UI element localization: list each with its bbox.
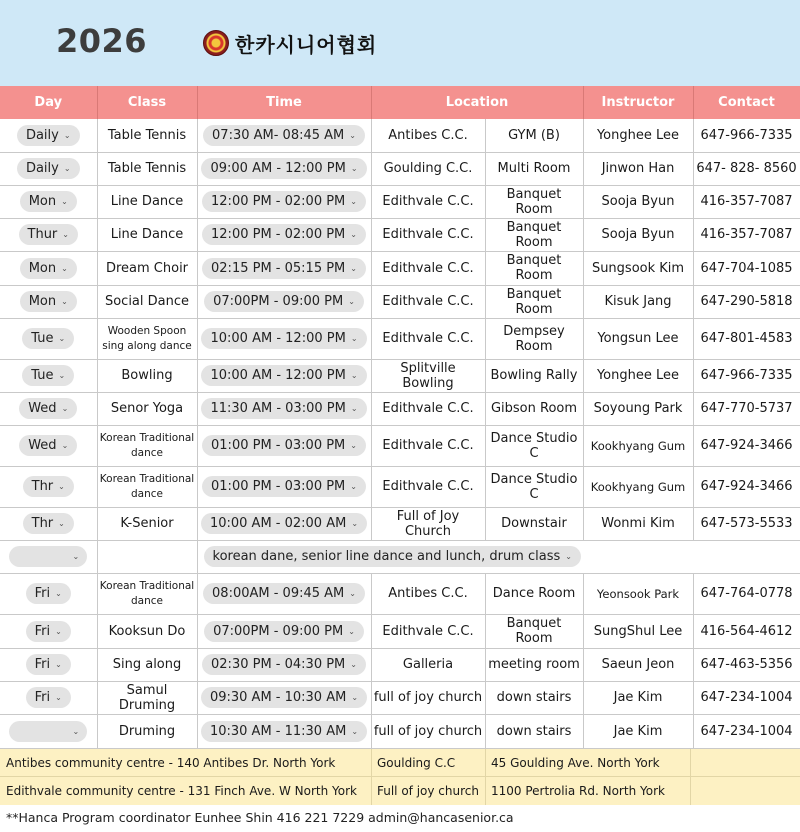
class-cell: Korean Traditional dance — [97, 573, 197, 614]
time-value: 02:15 PM - 05:15 PM — [211, 260, 346, 276]
contact-cell: 647-234-1004 — [693, 714, 800, 748]
instructor-cell: Soyoung Park — [583, 392, 693, 425]
table-row — [0, 318, 800, 359]
location-cell: Galleria — [371, 648, 485, 681]
instructor-cell: Saeun Jeon — [583, 648, 693, 681]
address-row — [0, 777, 800, 805]
time-select[interactable] — [201, 513, 367, 534]
room-cell: Multi Room — [485, 152, 583, 185]
day-select[interactable] — [26, 687, 71, 708]
time-select[interactable] — [203, 583, 365, 604]
time-cell — [197, 392, 371, 425]
class-cell: Line Dance — [97, 218, 197, 251]
page-header — [0, 0, 800, 86]
note-cell — [197, 540, 800, 573]
instructor-cell: Jinwon Han — [583, 152, 693, 185]
room-cell: GYM (B) — [485, 119, 583, 152]
location-cell: full of joy church — [371, 714, 485, 748]
day-value: Daily — [25, 161, 59, 176]
time-value: 10:00 AM - 12:00 PM — [210, 368, 346, 383]
day-value: Daily — [25, 127, 59, 143]
day-value: Thur — [27, 227, 58, 242]
time-select[interactable] — [201, 365, 366, 386]
org-name: 한카시니어협회 — [235, 32, 378, 57]
class-cell: K-Senior — [97, 507, 197, 540]
time-cell — [197, 119, 371, 152]
chevron-down-icon: ⌄ — [351, 726, 359, 736]
day-cell — [0, 507, 97, 540]
time-cell — [197, 285, 371, 318]
chevron-down-icon: ⌄ — [72, 552, 80, 562]
day-value: Mon — [28, 194, 57, 209]
room-cell: Dempsey Room — [485, 318, 583, 359]
instructor-cell: Sooja Byun — [583, 218, 693, 251]
day-select[interactable] — [9, 546, 87, 567]
contact-cell: 416-564-4612 — [693, 614, 800, 648]
time-cell — [197, 318, 371, 359]
table-row — [0, 152, 800, 185]
room-cell: Downstair — [485, 507, 583, 540]
day-value: Wed — [28, 401, 57, 416]
contact-cell: 647-573-5533 — [693, 507, 800, 540]
location-cell: Antibes C.C. — [371, 573, 485, 614]
col-header-day: Day — [0, 86, 97, 119]
day-cell — [0, 573, 97, 614]
contact-cell: 647-924-3466 — [693, 425, 800, 466]
day-select[interactable] — [9, 721, 87, 742]
instructor-cell: Kookhyang Gum — [583, 466, 693, 507]
contact-cell: 647-966-7335 — [693, 119, 800, 152]
day-select[interactable] — [26, 621, 71, 642]
time-cell — [197, 648, 371, 681]
table-row — [0, 392, 800, 425]
address-main: Edithvale community centre - 131 Finch Ave. W North York — [6, 784, 357, 798]
time-value: 10:00 AM - 02:00 AM — [209, 516, 347, 531]
day-cell — [0, 614, 97, 648]
class-cell: Druming — [97, 714, 197, 748]
instructor-cell: Sungsook Kim — [583, 251, 693, 285]
contact-cell: 647-966-7335 — [693, 359, 800, 392]
chevron-down-icon: ⌄ — [72, 726, 80, 736]
table-row — [0, 251, 800, 285]
time-value: 10:00 AM - 12:00 PM — [210, 331, 346, 346]
time-select[interactable] — [202, 476, 366, 497]
chevron-down-icon: ⌄ — [58, 482, 65, 491]
contact-cell: 647-801-4583 — [693, 318, 800, 359]
room-cell: Dance Studio C — [485, 466, 583, 507]
day-select[interactable] — [20, 258, 77, 279]
time-select[interactable] — [202, 435, 366, 456]
col-header-class: Class — [97, 86, 197, 119]
time-cell — [197, 507, 371, 540]
class-cell: Korean Traditional dance — [97, 466, 197, 507]
day-cell — [0, 285, 97, 318]
address-street: 45 Goulding Ave. North York — [491, 756, 660, 770]
location-cell: Antibes C.C. — [371, 119, 485, 152]
time-select[interactable] — [204, 291, 364, 312]
time-cell — [197, 152, 371, 185]
instructor-cell: Yonghee Lee — [583, 359, 693, 392]
col-header-location: Location — [371, 86, 583, 119]
class-cell: Dream Choir — [97, 251, 197, 285]
location-cell: Edithvale C.C. — [371, 285, 485, 318]
chevron-down-icon: ⌄ — [565, 552, 572, 561]
chevron-down-icon: ⌄ — [348, 626, 355, 636]
time-value: 12:00 PM - 02:00 PM — [211, 194, 346, 209]
note-row — [0, 540, 800, 573]
day-value: Wed — [28, 438, 57, 453]
time-value: 02:30 PM - 04:30 PM — [211, 657, 346, 672]
table-row — [0, 714, 800, 748]
day-select[interactable] — [23, 513, 74, 534]
time-select[interactable] — [202, 654, 366, 675]
chevron-down-icon: ⌄ — [62, 230, 69, 239]
day-cell — [0, 119, 97, 152]
chevron-down-icon: ⌄ — [61, 297, 68, 306]
chevron-down-icon: ⌄ — [350, 660, 357, 669]
chevron-down-icon: ⌄ — [55, 589, 62, 598]
day-select[interactable] — [19, 435, 77, 456]
day-cell — [0, 185, 97, 218]
chevron-down-icon: ⌄ — [61, 441, 69, 450]
chevron-down-icon: ⌄ — [351, 693, 359, 702]
chevron-down-icon: ⌄ — [350, 263, 357, 273]
time-cell — [197, 714, 371, 748]
chevron-down-icon: ⌄ — [63, 130, 71, 140]
time-value: 01:00 PM - 03:00 PM — [211, 438, 346, 453]
contact-cell: 647-764-0778 — [693, 573, 800, 614]
time-value: 09:30 AM - 10:30 AM — [209, 690, 347, 705]
contact-cell: 647-234-1004 — [693, 681, 800, 714]
time-select[interactable] — [201, 398, 366, 419]
chevron-down-icon: ⌄ — [58, 371, 66, 380]
day-cell — [0, 714, 97, 748]
time-cell — [197, 185, 371, 218]
col-header-instructor: Instructor — [583, 86, 693, 119]
contact-cell: 416-357-7087 — [693, 218, 800, 251]
class-cell: Social Dance — [97, 285, 197, 318]
day-select[interactable] — [23, 476, 74, 497]
chevron-down-icon: ⌄ — [348, 297, 355, 306]
room-cell: Gibson Room — [485, 392, 583, 425]
time-cell — [197, 359, 371, 392]
day-cell — [0, 359, 97, 392]
table-row — [0, 425, 800, 466]
contact-cell: 647-770-5737 — [693, 392, 800, 425]
day-cell — [0, 152, 97, 185]
table-row — [0, 119, 800, 152]
day-select[interactable] — [17, 125, 80, 146]
time-value: 12:00 PM - 02:00 PM — [211, 227, 346, 242]
chevron-down-icon: ⌄ — [350, 371, 358, 380]
location-cell: Edithvale C.C. — [371, 318, 485, 359]
time-select[interactable] — [202, 258, 366, 279]
location-cell: Edithvale C.C. — [371, 218, 485, 251]
day-value: Fri — [34, 623, 51, 639]
table-row — [0, 614, 800, 648]
room-cell: Banquet Room — [485, 218, 583, 251]
day-cell — [0, 218, 97, 251]
seal-icon — [203, 30, 229, 56]
day-value: Thr — [31, 516, 54, 531]
chevron-down-icon: ⌄ — [58, 519, 65, 528]
time-select[interactable] — [201, 721, 367, 742]
time-value: 10:30 AM - 11:30 AM — [209, 723, 347, 739]
class-cell: Wooden Spoon sing along dance — [97, 318, 197, 359]
room-cell: Banquet Room — [485, 251, 583, 285]
class-cell: Samul Druming — [97, 681, 197, 714]
table-row — [0, 573, 800, 614]
day-cell — [0, 318, 97, 359]
chevron-down-icon: ⌄ — [349, 589, 356, 598]
contact-cell: 647-704-1085 — [693, 251, 800, 285]
class-cell: Bowling — [97, 359, 197, 392]
chevron-down-icon: ⌄ — [350, 164, 358, 173]
time-value: 08:00AM - 09:45 AM — [212, 586, 345, 601]
class-cell: Line Dance — [97, 185, 197, 218]
day-select[interactable] — [22, 328, 74, 349]
day-value: Mon — [28, 260, 57, 276]
day-value: Tue — [31, 368, 54, 383]
room-cell: meeting room — [485, 648, 583, 681]
day-select[interactable] — [26, 583, 71, 604]
room-cell: Dance Studio C — [485, 425, 583, 466]
time-select[interactable] — [201, 687, 367, 708]
room-cell: Dance Room — [485, 573, 583, 614]
class-cell — [97, 540, 197, 573]
note-text: korean dane, senior line dance and lunch, drum class — [212, 549, 561, 564]
chevron-down-icon: ⌄ — [350, 334, 358, 343]
chevron-down-icon: ⌄ — [351, 519, 359, 528]
day-cell — [0, 648, 97, 681]
table-row — [0, 285, 800, 318]
class-cell: Senor Yoga — [97, 392, 197, 425]
chevron-down-icon: ⌄ — [61, 263, 68, 273]
day-value: Mon — [28, 294, 57, 309]
instructor-cell: SungShul Lee — [583, 614, 693, 648]
time-value: 07:00PM - 09:00 PM — [213, 294, 344, 309]
table-row — [0, 681, 800, 714]
instructor-cell: Jae Kim — [583, 714, 693, 748]
class-cell: Kooksun Do — [97, 614, 197, 648]
contact-cell: 416-357-7087 — [693, 185, 800, 218]
time-select[interactable] — [201, 328, 366, 349]
chevron-down-icon: ⌄ — [61, 197, 68, 206]
address-street: 1100 Pertrolia Rd. North York — [491, 784, 665, 798]
instructor-cell: Sooja Byun — [583, 185, 693, 218]
location-cell: Edithvale C.C. — [371, 425, 485, 466]
time-cell — [197, 218, 371, 251]
location-cell: Edithvale C.C. — [371, 614, 485, 648]
room-cell: down stairs — [485, 681, 583, 714]
day-select[interactable] — [26, 654, 71, 675]
col-header-contact: Contact — [693, 86, 800, 119]
day-value: Fri — [34, 657, 51, 672]
location-cell: Edithvale C.C. — [371, 392, 485, 425]
room-cell: down stairs — [485, 714, 583, 748]
day-cell — [0, 251, 97, 285]
day-cell — [0, 392, 97, 425]
time-select[interactable] — [203, 125, 365, 146]
time-select[interactable] — [201, 158, 366, 179]
chevron-down-icon: ⌄ — [350, 482, 357, 491]
instructor-cell: Yeonsook Park — [583, 573, 693, 614]
address-row — [0, 749, 800, 777]
location-cell: Edithvale C.C. — [371, 185, 485, 218]
day-cell — [0, 466, 97, 507]
contact-cell: 647- 828- 8560 — [693, 152, 800, 185]
contact-cell: 647-290-5818 — [693, 285, 800, 318]
location-cell: Edithvale C.C. — [371, 251, 485, 285]
class-cell: Sing along — [97, 648, 197, 681]
coordinator-note: **Hanca Program coordinator Eunhee Shin 416 221 7229 admin@hancasenior.ca — [6, 810, 514, 825]
time-value: 07:00PM - 09:00 PM — [213, 623, 344, 639]
instructor-cell: Yongsun Lee — [583, 318, 693, 359]
chevron-down-icon: ⌄ — [350, 230, 357, 239]
time-cell — [197, 251, 371, 285]
chevron-down-icon: ⌄ — [350, 441, 357, 450]
time-value: 09:00 AM - 12:00 PM — [210, 161, 346, 176]
day-value: Tue — [31, 331, 54, 346]
class-cell: Table Tennis — [97, 152, 197, 185]
location-cell: Edithvale C.C. — [371, 466, 485, 507]
chevron-down-icon: ⌄ — [55, 660, 62, 669]
chevron-down-icon: ⌄ — [349, 130, 356, 140]
address-venue: Full of joy church — [377, 784, 479, 798]
room-cell: Bowling Rally — [485, 359, 583, 392]
address-venue: Goulding C.C — [377, 756, 456, 770]
day-select[interactable] — [22, 365, 74, 386]
day-value: Fri — [34, 690, 51, 705]
chevron-down-icon: ⌄ — [350, 404, 358, 413]
room-cell: Banquet Room — [485, 185, 583, 218]
room-cell: Banquet Room — [485, 614, 583, 648]
chevron-down-icon: ⌄ — [58, 334, 66, 343]
table-row — [0, 185, 800, 218]
location-cell: Goulding C.C. — [371, 152, 485, 185]
time-cell — [197, 614, 371, 648]
col-header-time: Time — [197, 86, 371, 119]
day-select[interactable] — [17, 158, 80, 179]
day-cell — [0, 681, 97, 714]
instructor-cell: Jae Kim — [583, 681, 693, 714]
time-select[interactable] — [204, 621, 364, 642]
day-select[interactable] — [20, 291, 77, 312]
org-logo — [203, 28, 377, 58]
room-cell: Banquet Room — [485, 285, 583, 318]
day-select[interactable] — [19, 224, 78, 245]
instructor-cell: Kisuk Jang — [583, 285, 693, 318]
instructor-cell: Kookhyang Gum — [583, 425, 693, 466]
time-select[interactable] — [202, 224, 366, 245]
chevron-down-icon: ⌄ — [350, 197, 357, 206]
day-value: Fri — [34, 586, 51, 601]
day-value: Thr — [31, 479, 54, 494]
instructor-cell: Wonmi Kim — [583, 507, 693, 540]
location-cell: full of joy church — [371, 681, 485, 714]
time-value: 01:00 PM - 03:00 PM — [211, 479, 346, 494]
day-cell — [0, 540, 97, 573]
table-row — [0, 507, 800, 540]
time-cell — [197, 466, 371, 507]
time-cell — [197, 425, 371, 466]
chevron-down-icon: ⌄ — [63, 164, 71, 173]
chevron-down-icon: ⌄ — [55, 693, 62, 702]
address-main: Antibes community centre - 140 Antibes Dr. North York — [6, 756, 336, 770]
location-cell: Splitville Bowling — [371, 359, 485, 392]
time-cell — [197, 573, 371, 614]
class-cell: Table Tennis — [97, 119, 197, 152]
class-cell: Korean Traditional dance — [97, 425, 197, 466]
location-cell: Full of Joy Church — [371, 507, 485, 540]
time-value: 07:30 AM- 08:45 AM — [212, 127, 345, 143]
contact-cell: 647-463-5356 — [693, 648, 800, 681]
table-row — [0, 648, 800, 681]
chevron-down-icon: ⌄ — [55, 626, 62, 636]
table-row — [0, 359, 800, 392]
year-title: 2026 — [56, 22, 148, 60]
note-select[interactable] — [204, 546, 581, 567]
day-select[interactable] — [19, 398, 77, 419]
table-row — [0, 466, 800, 507]
time-cell — [197, 681, 371, 714]
table-header-row — [0, 86, 800, 119]
day-select[interactable] — [20, 191, 77, 212]
schedule-table — [0, 86, 800, 749]
day-cell — [0, 425, 97, 466]
table-row — [0, 218, 800, 251]
instructor-cell: Yonghee Lee — [583, 119, 693, 152]
time-value: 11:30 AM - 03:00 PM — [210, 401, 346, 416]
time-select[interactable] — [202, 191, 366, 212]
contact-cell: 647-924-3466 — [693, 466, 800, 507]
chevron-down-icon: ⌄ — [61, 404, 69, 413]
